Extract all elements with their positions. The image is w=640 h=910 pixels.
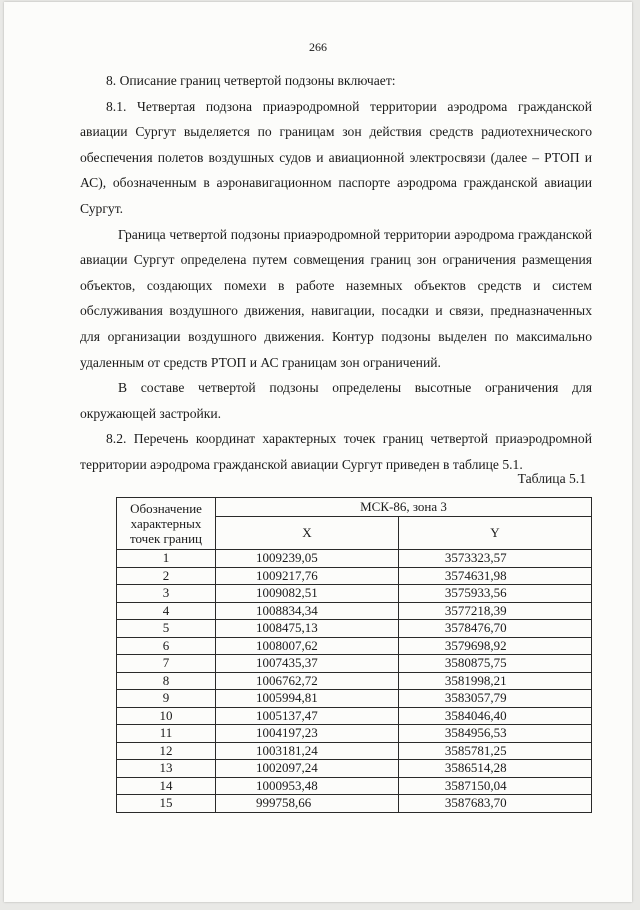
coordinates-table	[116, 497, 592, 813]
y-coordinate-cell: 3586514,28	[398, 760, 591, 778]
y-coordinate-cell: 3584956,53	[398, 725, 591, 743]
point-number-cell: 1	[117, 550, 216, 568]
point-number-cell: 9	[117, 690, 216, 708]
x-coordinate-cell: 1007435,37	[216, 655, 399, 673]
header-x: X	[216, 517, 399, 550]
table-row	[117, 760, 592, 778]
point-number-cell: 8	[117, 672, 216, 690]
x-coordinate-cell: 1005994,81	[216, 690, 399, 708]
point-number-cell: 14	[117, 777, 216, 795]
table-row	[117, 655, 592, 673]
coordinates-table-body	[117, 550, 592, 813]
paragraph-8-1: 8.1. Четвертая подзона приаэродромной территории аэродрома гражданской авиации Сургут выделяется по границам зон действия средств радиотехнического обеспечения полетов воздушных судов и авиационной электросвязи (далее – РТОП и АС), обозначенным в аэронавигационном паспорте аэродрома гражданской авиации Сургут.	[80, 98, 592, 216]
y-coordinate-cell: 3587150,04	[398, 777, 591, 795]
header-y: Y	[398, 517, 591, 550]
y-coordinate-cell: 3578476,70	[398, 620, 591, 638]
table-row	[117, 620, 592, 638]
header-coordinate-system: МСК-86, зона 3	[216, 498, 592, 517]
x-coordinate-cell: 1008007,62	[216, 637, 399, 655]
point-number-cell: 6	[117, 637, 216, 655]
table-row	[117, 672, 592, 690]
x-coordinate-cell: 999758,66	[216, 795, 399, 813]
x-coordinate-cell: 1009217,76	[216, 567, 399, 585]
y-coordinate-cell: 3580875,75	[398, 655, 591, 673]
paragraph-boundary: Граница четвертой подзоны приаэродромной территории аэродрома гражданской авиации Сургут определена путем совмещения границ зон ограничения размещения объектов, создающих помехи в работе наземных объектов средств и систем обслуживания воздушного движения, навигации, посадки и связи, предназначенных для организации воздушного движения. Контур подзоны выделен по максимально удаленным от средств РТОП и АС границам зон ограничений.	[80, 226, 592, 370]
x-coordinate-cell: 1003181,24	[216, 742, 399, 760]
table-row	[117, 725, 592, 743]
x-coordinate-cell: 1008834,34	[216, 602, 399, 620]
point-number-cell: 4	[117, 602, 216, 620]
point-number-cell: 11	[117, 725, 216, 743]
y-coordinate-cell: 3581998,21	[398, 672, 591, 690]
paragraph-8-2: 8.2. Перечень координат характерных точек границ четвертой приаэродромной территории аэродрома гражданской авиации Сургут приведен в таблице 5.1.	[80, 431, 592, 472]
point-number-cell: 2	[117, 567, 216, 585]
document-page	[4, 2, 632, 902]
body-text	[80, 68, 592, 478]
table-row	[117, 690, 592, 708]
point-number-cell: 10	[117, 707, 216, 725]
point-number-cell: 15	[117, 795, 216, 813]
y-coordinate-cell: 3585781,25	[398, 742, 591, 760]
y-coordinate-cell: 3579698,92	[398, 637, 591, 655]
table-caption: Таблица 5.1	[517, 471, 586, 486]
y-coordinate-cell: 3575933,56	[398, 585, 591, 603]
table-row	[117, 795, 592, 813]
x-coordinate-cell: 1008475,13	[216, 620, 399, 638]
table-row	[117, 707, 592, 725]
header-point-designation: Обозначение характерных точек границ	[117, 498, 216, 550]
paragraph-height-limits: В составе четвертой подзоны определены высотные ограничения для окружающей застройки.	[80, 380, 592, 421]
y-coordinate-cell: 3573323,57	[398, 550, 591, 568]
section-heading: 8. Описание границ четвертой подзоны включает:	[106, 73, 396, 88]
point-number-cell: 13	[117, 760, 216, 778]
table-row	[117, 742, 592, 760]
table-row	[117, 637, 592, 655]
point-number-cell: 12	[117, 742, 216, 760]
page-number: 266	[309, 40, 327, 54]
y-coordinate-cell: 3584046,40	[398, 707, 591, 725]
y-coordinate-cell: 3577218,39	[398, 602, 591, 620]
table-row	[117, 550, 592, 568]
table-row	[117, 567, 592, 585]
point-number-cell: 3	[117, 585, 216, 603]
table-row	[117, 585, 592, 603]
x-coordinate-cell: 1002097,24	[216, 760, 399, 778]
y-coordinate-cell: 3583057,79	[398, 690, 591, 708]
x-coordinate-cell: 1005137,47	[216, 707, 399, 725]
x-coordinate-cell: 1006762,72	[216, 672, 399, 690]
x-coordinate-cell: 1004197,23	[216, 725, 399, 743]
y-coordinate-cell: 3587683,70	[398, 795, 591, 813]
x-coordinate-cell: 1000953,48	[216, 777, 399, 795]
point-number-cell: 7	[117, 655, 216, 673]
x-coordinate-cell: 1009082,51	[216, 585, 399, 603]
point-number-cell: 5	[117, 620, 216, 638]
x-coordinate-cell: 1009239,05	[216, 550, 399, 568]
table-row	[117, 777, 592, 795]
y-coordinate-cell: 3574631,98	[398, 567, 591, 585]
table-row	[117, 602, 592, 620]
